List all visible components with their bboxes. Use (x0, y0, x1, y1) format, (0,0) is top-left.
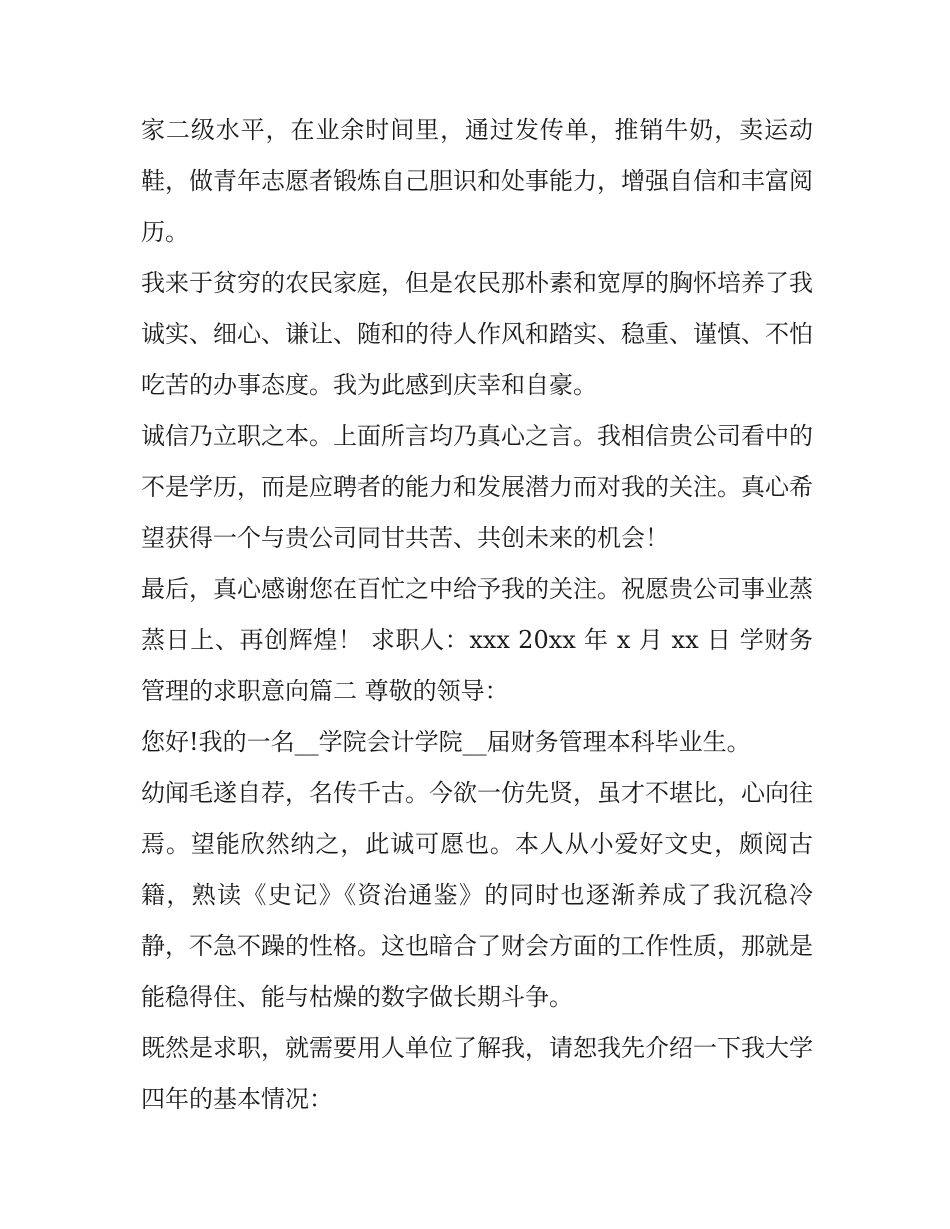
paragraph-6: 幼闻毛遂自荐，名传千古。今欲一仿先贤，虽才不堪比，心向往焉。望能欣然纳之，此诚可愿也。本人从小爱好文史，颇阅古籍，熟读《史记》《资治通鉴》的同时也逐渐养成了我沉稳冷静，不急不躁的性格。这也暗合了财会方面的工作性质，那就是能稳得住、能与枯燥的数字做长期斗争。 (141, 779, 813, 1011)
paragraph-5: 您好!我的一名__学院会计学院__届财务管理本科毕业生。 (141, 728, 751, 756)
paragraph-4: 最后，真心感谢您在百忙之中给予我的关注。祝愿贵公司事业蒸蒸日上、再创辉煌！ 求职人：xxx 20xx 年 x 月 xx 日 学财务管理的求职意向篇二 尊敬的领导： (141, 575, 813, 705)
document-body (141, 105, 813, 1125)
paragraph-7: 既然是求职，就需要用人单位了解我，请恕我先介绍一下我大学四年的基本情况： (141, 1034, 813, 1113)
paragraph-3: 诚信乃立职之本。上面所言均乃真心之言。我相信贵公司看中的不是学历，而是应聘者的能力和发展潜力而对我的关注。真心希望获得一个与贵公司同甘共苦、共创未来的机会！ (141, 422, 813, 552)
paragraph-1: 家二级水平，在业余时间里，通过发传单，推销牛奶，卖运动鞋，做青年志愿者锻炼自己胆识和处事能力，增强自信和丰富阅历。 (141, 116, 813, 246)
paragraph-2: 我来于贫穷的农民家庭，但是农民那朴素和宽厚的胸怀培养了我诚实、细心、谦让、随和的待人作风和踏实、稳重、谨慎、不怕吃苦的办事态度。我为此感到庆幸和自豪。 (141, 269, 813, 399)
